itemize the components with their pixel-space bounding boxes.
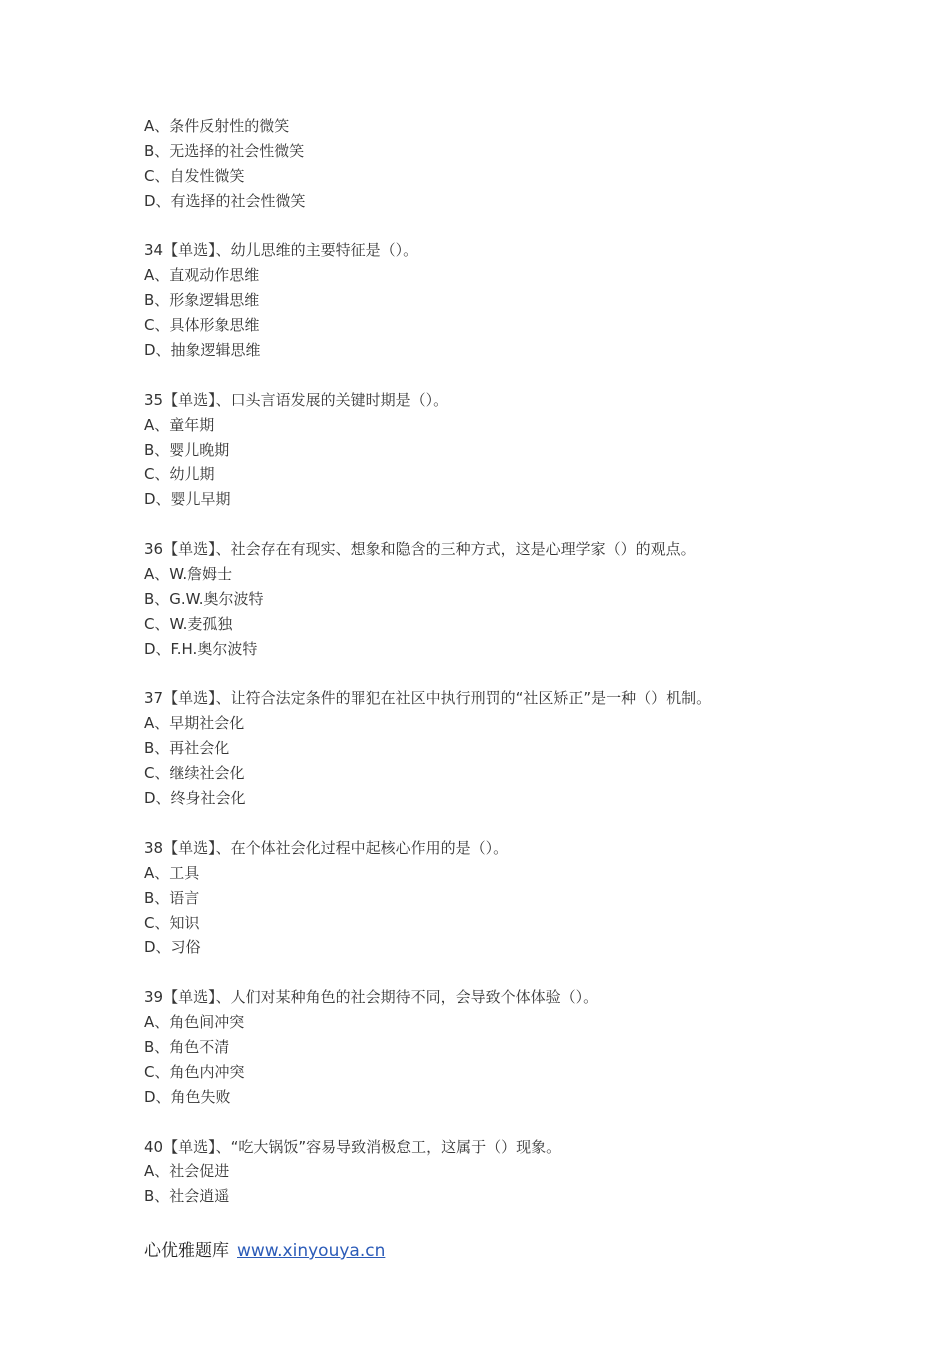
option-a: A、W.詹姆士 (144, 565, 233, 584)
option-b: B、G.W.奥尔波特 (144, 589, 264, 608)
option-b: B、角色不清 (144, 1037, 230, 1056)
question-block-39 (144, 985, 924, 1109)
question-text: 40【单选】、“吃大锅饭”容易导致消极怠工，这属于（）现象。 (144, 1137, 562, 1156)
option-a: A、工具 (144, 863, 200, 882)
footer (144, 1238, 385, 1264)
option-c: C、W.麦孤独 (144, 614, 233, 633)
option-b: B、再社会化 (144, 739, 230, 758)
question-block-34 (144, 238, 924, 362)
question-block-35 (144, 388, 924, 512)
question-text: 36【单选】、社会存在有现实、想象和隐含的三种方式，这是心理学家（）的观点。 (144, 540, 696, 559)
option-a: A、早期社会化 (144, 714, 245, 733)
option-d: D、角色失败 (144, 1087, 231, 1106)
question-text: 38【单选】、在个体社会化过程中起核心作用的是（）。 (144, 838, 509, 857)
option-d: D、终身社会化 (144, 789, 246, 808)
question-block-36 (144, 537, 924, 661)
footer-website-link[interactable]: www.xinyouya.cn (237, 1241, 386, 1261)
option-d: D、习俗 (144, 938, 201, 957)
option-c: C、继续社会化 (144, 764, 245, 783)
question-text: 34【单选】、幼儿思维的主要特征是（）。 (144, 241, 419, 260)
option-b: B、婴儿晚期 (144, 440, 230, 459)
question-text: 39【单选】、人们对某种角色的社会期待不同，会导致个体体验（）。 (144, 988, 599, 1007)
option-b: B、语言 (144, 888, 200, 907)
option-a: A、条件反射性的微笑 (144, 117, 290, 135)
question-block-37 (144, 686, 924, 810)
option-b: B、社会逍遥 (144, 1187, 230, 1206)
question-list (144, 114, 924, 1234)
option-a: A、童年期 (144, 415, 215, 434)
option-d: D、婴儿早期 (144, 490, 231, 509)
option-a: A、社会促进 (144, 1162, 230, 1181)
footer-brand: 心优雅题库 (144, 1241, 229, 1261)
option-a: A、直观动作思维 (144, 266, 260, 285)
option-c: C、知识 (144, 913, 200, 932)
question-block-33 (144, 114, 924, 214)
option-b: B、无选择的社会性微笑 (144, 141, 305, 160)
option-c: C、具体形象思维 (144, 316, 260, 335)
option-a: A、角色间冲突 (144, 1013, 245, 1032)
option-c: C、角色内冲突 (144, 1062, 245, 1081)
question-block-40 (144, 1135, 924, 1210)
question-text: 37【单选】、让符合法定条件的罪犯在社区中执行刑罚的“社区矫正”是一种（）机制。 (144, 689, 712, 708)
option-d: D、有选择的社会性微笑 (144, 191, 306, 210)
option-c: C、幼儿期 (144, 465, 215, 484)
option-c: C、自发性微笑 (144, 166, 245, 185)
question-text: 35【单选】、口头言语发展的关键时期是（）。 (144, 390, 449, 409)
option-b: B、形象逻辑思维 (144, 291, 260, 310)
question-block-38 (144, 836, 924, 960)
option-d: D、F.H.奥尔波特 (144, 639, 258, 658)
option-d: D、抽象逻辑思维 (144, 341, 261, 360)
